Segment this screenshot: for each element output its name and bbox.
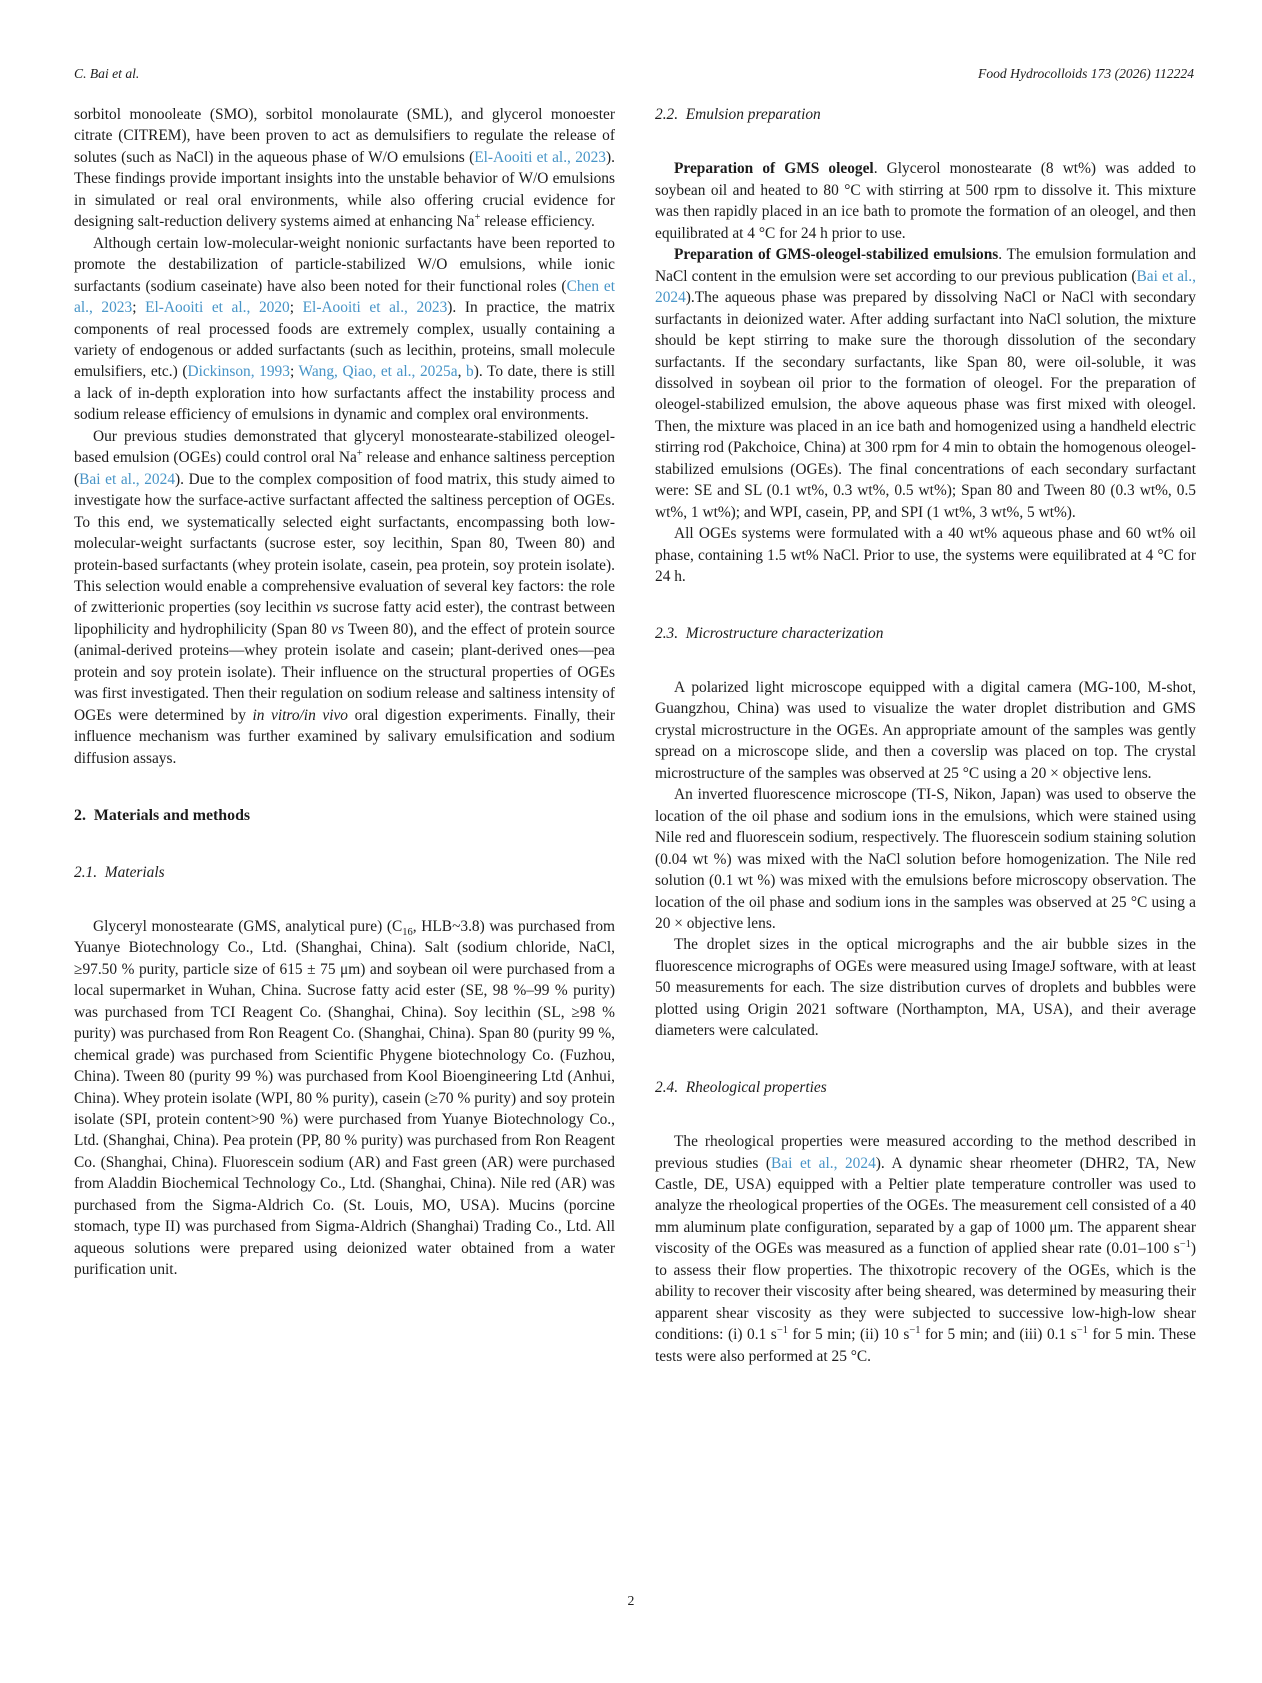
text-run: 2.4. Rheological properties [655, 1078, 827, 1096]
text-run: 2.2. Emulsion preparation [655, 106, 821, 123]
text-run: ). A dynamic shear rheometer (DHR2, TA, New Castle, DE, USA) equipped with a Peltier plate temperature controller was used to analyze the rheological properties of the OGEs. The measurement cell consisted of a 40 mm aluminum plate configuration, separated by a gap of 1000 μm. The apparent shear viscosity of the OGEs was measured as a function of applied shear rate (0.01–100 s [655, 1154, 1197, 1258]
paragraph-intro-continuation [74, 104, 615, 233]
two-column-body [74, 104, 1196, 1367]
running-header-journal: Food Hydrocolloids 173 (2026) 112224 [978, 66, 1194, 81]
running-header-authors: C. Bai et al. [74, 66, 140, 81]
superscript: −1 [909, 1325, 921, 1337]
superscript: + [474, 212, 481, 224]
text-run: ). Due to the complex composition of food matrix, this study aimed to investigate how the surface-active surfactant affected the saltiness perception of OGEs. To this end, we systematically selected eight surfactants, encompassing both low-molecular-weight surfactants (sucrose ester, soy lecithin, Span 80, Tween 80) and protein-based surfactants (whey protein isolate, casein, pea protein, soy protein isolate). This selection would enable a comprehensive evaluation of several key factors: the role of zwitterionic properties (soy lecithin [74, 470, 616, 617]
citation-link[interactable]: b [466, 363, 474, 381]
text-run: All OGEs systems were formulated with a 40 wt% aqueous phase and 60 wt% oil phase, containing 1.5 wt% NaCl. Prior to use, the systems were equilibrated at 4 °C for 24 h. [655, 525, 1196, 586]
text-run: 2. Materials and methods [74, 807, 251, 825]
text-run: ; [289, 299, 303, 317]
text-run: ). To date, there is still a lack of in-depth exploration into how surfactants affect the instability process and sodium release efficiency of emulsions in dynamic and complex oral environments. [74, 363, 615, 424]
section-heading-materials-and-methods [74, 805, 615, 826]
paragraph-droplet-size-analysis [655, 934, 1196, 1041]
subsection-heading-microstructure [655, 623, 1196, 644]
text-run: for 5 min; and (iii) 0.1 s [920, 1326, 1077, 1344]
text-run: The droplet sizes in the optical micrographs and the air bubble sizes in the fluorescence micrographs of OGEs were measured using ImageJ software, with at least 50 measurements for each. The size distribution curves of droplets and bubbles were plotted using Origin 2021 software (Northampton, MA, USA), and their average diameters were calculated. [655, 936, 1196, 1040]
text-run: sucrose fatty acid ester), the contrast between lipophilicity and hydrophilicity (Span 80 [74, 599, 616, 638]
paragraph-oge-preparation [655, 244, 1196, 523]
citation-link[interactable]: Chen et al., 2023 [74, 277, 615, 317]
citation-link[interactable]: El-Aooiti et al., 2023 [474, 148, 607, 166]
text-run: for 5 min; (ii) 10 s [787, 1326, 910, 1344]
text-run: ; [132, 299, 146, 317]
text-run: , HLB~3.8) was purchased from Yuanye Biotechnology Co., Ltd. (Shanghai, China). Salt (sodium chloride, NaCl, ≥97.50 % purity, particle size of 615 ± 75 μm) and soybean oil were purchased from a local supermarket in Wuhan, China. Sucrose fatty acid ester (SE, 98 %–99 % purity) was purchased from TCI Reagent Co. (Shanghai, China). Soy lecithin (SL, ≥98 % purity) was purchased from Ron Reagent Co. (Shanghai, China). Span 80 (purity 99 %, chemical grade) was purchased from Scientific Phygene biotechnology Co. (Fuzhou, China). Tween 80 (purity 99 %) was purchased from Kool Bioengineering Ltd (Anhui, China). Whey protein isolate (WPI, 80 % purity), casein (≥70 % purity) and soy protein isolate (SPI, protein content>90 %) were purchased from Yuanye Biotechnology Co., Ltd. (Shanghai, China). Pea protein (PP, 80 % purity) was purchased from Ron Reagent Co. (Shanghai, China). Fluorescein sodium (AR) and Fast green (AR) were purchased from Aladdin Biochemical Technology Co., Ltd. (Shanghai, China). Nile red (AR) was purchased from the Sigma-Aldrich Co. (St. Louis, MO, USA). Mucins (porcine stomach, type II) was purchased from Sigma-Aldrich (Shanghai) Trading Co., Ltd. All aqueous solutions were prepared using deionized water obtained from a water purification unit. [74, 917, 616, 1279]
paragraph-study-aim [74, 426, 615, 769]
text-run: Preparation of GMS oleogel [674, 160, 874, 178]
right-column [655, 104, 1196, 1367]
superscript: −1 [776, 1325, 788, 1337]
text-run: 2.1. Materials [74, 863, 165, 881]
superscript: + [356, 448, 363, 460]
text-run: ; [289, 363, 299, 381]
paragraph-fluorescence-microscope [655, 784, 1196, 934]
paragraph-gms-oleogel-preparation [655, 158, 1196, 244]
running-header [74, 66, 1194, 82]
left-column [74, 104, 615, 1367]
citation-link[interactable]: Bai et al., 2024 [771, 1154, 876, 1172]
page-number: 2 [627, 1593, 635, 1608]
text-run: A polarized light microscope equipped with a digital camera (MG-100, M-shot, Guangzhou, China) was used to visualize the water droplet distribution and GMS crystal microstructure in the OGEs. An appropriate amount of the samples was gently spread on a microscope slide, and then a coverslip was placed on top. The crystal microstructure of the samples was observed at 25 °C using a 20 × objective lens. [655, 678, 1196, 782]
paragraph-oge-formulation [655, 523, 1196, 587]
text-run: sorbitol monooleate (SMO), sorbitol monolaurate (SML), and glycerol monoester citrate (CITREM), have been proven to act as demulsifiers to regulate the release of solutes (such as NaCl) in the aqueous phase of W/O emulsions ( [74, 106, 615, 166]
citation-link[interactable]: Bai et al., 2024 [655, 267, 1196, 307]
paragraph-rheology-methods [655, 1131, 1196, 1367]
citation-link[interactable]: Wang, Qiao, et al., 2025a [298, 363, 458, 381]
text-run: release and enhance saltiness perception ( [74, 449, 615, 488]
text-run: oral digestion experiments. Finally, their influence mechanism was further examined by salivary emulsification and sodium diffusion assays. [74, 706, 616, 767]
superscript: −1 [1076, 1325, 1088, 1337]
text-run: , [457, 363, 467, 381]
text-run: . Glycerol monostearate (8 wt%) was added to soybean oil and heated to 80 °C with stirring at 500 rpm to dissolve it. This mixture was then rapidly placed in an ice bath to promote the formation of an oleogel, and then equilibrated at 4 °C for 24 h prior to use. [655, 160, 1196, 242]
subsection-heading-emulsion-preparation [655, 104, 1196, 125]
text-run: ) to assess their flow properties. The thixotropic recovery of the OGEs, which is the ability to recover their viscosity after being sheared, was determined by measuring their apparent shear viscosity as they were subjected to successive low-high-low shear conditions: (i) 0.1 s [655, 1240, 1196, 1344]
text-run: The rheological properties were measured according to the method described in previous studies ( [655, 1133, 1196, 1172]
text-run: for 5 min. These tests were also performed at 25 °C. [655, 1326, 1197, 1365]
citation-link[interactable]: Bai et al., 2024 [79, 470, 176, 488]
text-run: ).The aqueous phase was prepared by dissolving NaCl or NaCl with secondary surfactants in deionized water. After adding surfactant into NaCl solution, the mixture should be kept stirring to make sure the thorough dissolution of the secondary surfactants. If the secondary surfactants, like Span 80, were oil-soluble, it was dissolved in soybean oil prior to the formation of oleogel. For the preparation of oleogel-stabilized emulsion, the above aqueous phase was first mixed with oleogel. Then, the mixture was placed in an ice bath and homogenized using a handheld electric stirring rod (Pakchoice, China) at 300 rpm for 4 min to obtain the homogenous oleogel-stabilized emulsions (OGEs). The final concentrations of each secondary surfactant were: SE and SL (0.1 wt%, 0.3 wt%, 0.5 wt%); Span 80 and Tween 80 (0.3 wt%, 0.5 wt%, 1 wt%); and WPI, casein, PP, and SPI (1 wt%, 3 wt%, 5 wt%). [655, 289, 1196, 521]
text-run: ). These findings provide important insights into the unstable behavior of W/O emulsions in simulated or real oral environments, while also offering crucial evidence for designing salt-reduction delivery systems aimed at enhancing Na [74, 148, 615, 231]
text-run: An inverted fluorescence microscope (TI-S, Nikon, Japan) was used to observe the location of the oil phase and sodium ions in the emulsions, which were stained using Nile red and fluorescein sodium, respectively. The fluorescein sodium staining solution (0.04 wt %) was mixed with the NaCl solution before homogenization. The Nile red solution (0.1 wt %) was mixed with the emulsions before microscopy observation. The location of the oil phase and sodium ions in the samples was observed at 25 °C using a 20 × objective lens. [655, 786, 1196, 932]
page-footer [0, 1593, 1262, 1609]
text-run: ). In practice, the matrix components of real processed foods are extremely complex, usually containing a variety of endogenous or added surfactants (such as lecithin, proteins, small molecule emulsifiers, etc.) ( [74, 299, 616, 381]
citation-link[interactable]: El-Aooiti et al., 2023 [302, 299, 448, 317]
subsection-heading-rheological-properties [655, 1077, 1196, 1098]
paragraph-polarized-microscope [655, 677, 1196, 784]
text-run: vs [315, 599, 329, 617]
text-run: . The emulsion formulation and NaCl content in the emulsion were set according to our previous publication ( [655, 246, 1196, 285]
text-run: 2.3. Microstructure characterization [655, 624, 884, 642]
text-run: Tween 80), and the effect of protein source (animal-derived proteins—whey protein isolate and casein; plant-derived ones—pea protein and soy protein isolate). Their influence on the structural properties of OGEs was first investigated. Then their regulation on sodium release and saltiness intensity of OGEs were determined by [74, 620, 615, 724]
paragraph-surfactant-background [74, 233, 615, 426]
text-run: in vitro/in vivo [252, 706, 348, 724]
text-run: Although certain low-molecular-weight nonionic surfactants have been reported to promote the destabilization of particle-stabilized W/O emulsions, while ionic surfactants (sodium caseinate) have also been noted for their functional roles ( [74, 234, 615, 295]
text-run: Preparation of GMS-oleogel-stabilized emulsions [674, 246, 999, 264]
citation-link[interactable]: Dickinson, 1993 [187, 363, 290, 381]
subsection-heading-materials [74, 862, 615, 883]
text-run: release efficiency. [480, 213, 595, 231]
citation-link[interactable]: El-Aooiti et al., 2020 [145, 299, 290, 317]
text-run: Glyceryl monostearate (GMS, analytical pure) (C [93, 917, 403, 935]
text-run: Our previous studies demonstrated that glyceryl monostearate-stabilized oleogel-based emulsion (OGEs) could control oral Na [74, 427, 615, 467]
subscript: 16 [402, 927, 413, 939]
superscript: −1 [1179, 1239, 1191, 1251]
text-run: vs [331, 620, 344, 638]
paragraph-materials [74, 916, 615, 1281]
